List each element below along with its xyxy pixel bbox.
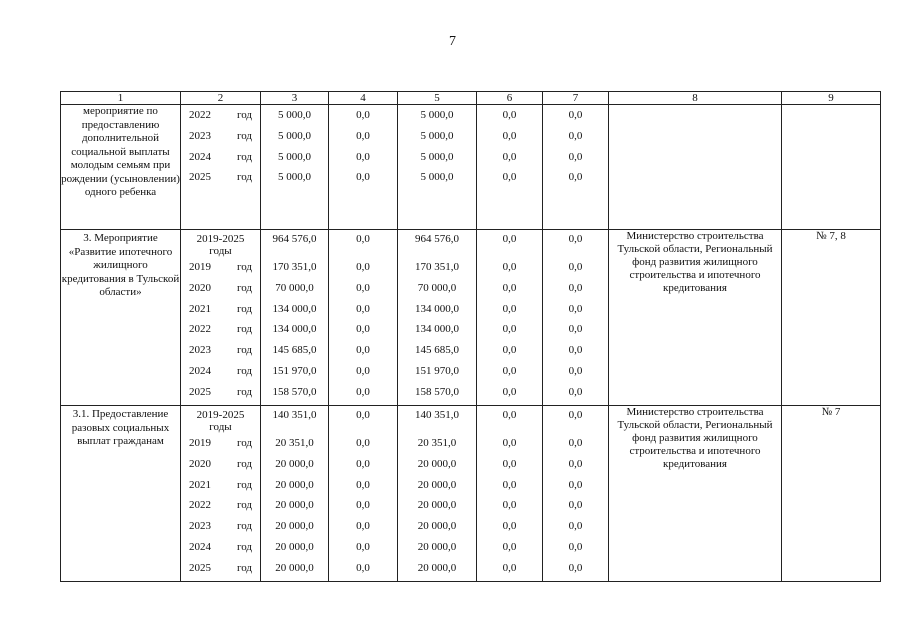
total-funding-cell (261, 230, 329, 406)
value: 0,0 (502, 499, 517, 512)
value: 5 000,0 (278, 129, 311, 142)
year-word: год (236, 261, 252, 273)
value: 0,0 (568, 499, 583, 512)
value: 20 000,0 (417, 499, 457, 512)
value: 0,0 (568, 344, 583, 357)
year-label: 2023 (189, 520, 211, 533)
value: 5 000,0 (278, 171, 311, 184)
value: 0,0 (568, 323, 583, 336)
total-value: 0,0 (356, 233, 370, 245)
total-value: 0,0 (568, 409, 583, 421)
table-row-measure-3-1 (61, 406, 881, 582)
value: 20 000,0 (417, 457, 457, 470)
value: 0,0 (502, 323, 517, 336)
value: 20 000,0 (275, 499, 314, 512)
value: 151 970,0 (415, 364, 459, 377)
value: 0,0 (568, 129, 583, 142)
value: 20 000,0 (417, 478, 457, 491)
value: 0,0 (568, 171, 583, 184)
program-table (60, 91, 881, 582)
total-value: 964 576,0 (415, 233, 459, 245)
period-total-label: 2019-2025 (196, 233, 245, 245)
regional-funding-cell (398, 105, 477, 230)
value: 0,0 (356, 385, 370, 398)
page-number: 7 (449, 34, 456, 49)
year-word: год (236, 385, 252, 398)
year-word: год (236, 109, 252, 121)
value: 0,0 (356, 478, 370, 491)
year-word: год (236, 150, 252, 163)
value: 5 000,0 (420, 129, 454, 142)
value: 0,0 (568, 364, 583, 377)
value: 0,0 (356, 109, 370, 121)
year-label: 2024 (189, 364, 211, 377)
year-word: год (236, 478, 252, 491)
other-funding-cell (543, 105, 609, 230)
value: 20 000,0 (417, 561, 457, 574)
value: 0,0 (568, 385, 583, 398)
measure-name: 3.1. Предоставление разовых социальных выплат гражданам (61, 406, 181, 582)
total-value: 140 351,0 (415, 409, 459, 421)
value: 0,0 (568, 520, 583, 533)
value: 20 000,0 (275, 540, 314, 553)
value: 0,0 (356, 561, 370, 574)
responsible-org: Министерство строительства Тульской области, Региональный фонд развития жилищного строительства и ипотечного кредитования (609, 406, 782, 582)
year-label: 2025 (189, 561, 211, 574)
year-word: год (236, 323, 252, 336)
regional-funding-cell (398, 230, 477, 406)
col-header-9: 9 (782, 92, 881, 105)
period-cell (181, 406, 261, 582)
year-label: 2021 (189, 302, 211, 315)
year-label: 2022 (189, 323, 211, 336)
period-total-label: 2019-2025 (196, 409, 245, 421)
other-funding-cell (543, 406, 609, 582)
year-word: год (236, 344, 252, 357)
value: 0,0 (356, 457, 370, 470)
value: 0,0 (502, 281, 517, 294)
value: 5 000,0 (278, 109, 311, 121)
value: 134 000,0 (272, 323, 317, 336)
period-total-unit: годы (209, 421, 232, 433)
value: 0,0 (502, 540, 517, 553)
value: 0,0 (502, 150, 517, 163)
local-funding-cell (477, 105, 543, 230)
value: 134 000,0 (272, 302, 317, 315)
indicator-ref (782, 105, 881, 230)
value: 5 000,0 (420, 150, 454, 163)
total-value: 0,0 (356, 409, 370, 421)
regional-funding-cell (398, 406, 477, 582)
value: 0,0 (502, 561, 517, 574)
year-label: 2020 (189, 457, 211, 470)
value: 0,0 (568, 261, 583, 273)
year-word: год (236, 437, 252, 449)
value: 0,0 (356, 344, 370, 357)
year-word: год (236, 561, 252, 574)
local-funding-cell (477, 406, 543, 582)
year-word: год (236, 457, 252, 470)
other-funding-cell (543, 230, 609, 406)
value: 0,0 (356, 150, 370, 163)
value: 134 000,0 (415, 302, 459, 315)
year-word: год (236, 171, 252, 184)
value: 0,0 (502, 437, 517, 449)
value: 0,0 (356, 261, 370, 273)
col-header-5: 5 (398, 92, 477, 105)
value: 0,0 (356, 171, 370, 184)
value: 70 000,0 (275, 281, 314, 294)
year-label: 2025 (189, 171, 211, 184)
federal-funding-cell (329, 105, 398, 230)
year-word: год (236, 540, 252, 553)
year-label: 2020 (189, 281, 211, 294)
year-label: 2022 (189, 109, 211, 121)
total-value: 964 576,0 (272, 233, 317, 245)
value: 0,0 (502, 171, 517, 184)
value: 20 000,0 (275, 457, 314, 470)
year-label: 2023 (189, 129, 211, 142)
value: 0,0 (356, 437, 370, 449)
value: 0,0 (502, 261, 517, 273)
value: 0,0 (502, 457, 517, 470)
value: 0,0 (568, 109, 583, 121)
measure-name: 3. Мероприятие «Развитие ипотечного жилищного кредитования в Тульской области» (61, 230, 181, 406)
value: 0,0 (356, 364, 370, 377)
year-label: 2022 (189, 499, 211, 512)
year-word: год (236, 302, 252, 315)
responsible-org: Министерство строительства Тульской области, Региональный фонд развития жилищного строительства и ипотечного кредитования (609, 230, 782, 406)
year-word: год (236, 281, 252, 294)
value: 0,0 (502, 478, 517, 491)
year-label: 2024 (189, 150, 211, 163)
value: 0,0 (568, 150, 583, 163)
value: 0,0 (356, 281, 370, 294)
value: 145 685,0 (415, 344, 459, 357)
value: 20 000,0 (275, 520, 314, 533)
value: 0,0 (568, 561, 583, 574)
value: 5 000,0 (420, 109, 454, 121)
responsible-org (609, 105, 782, 230)
indicator-ref: № 7, 8 (782, 230, 881, 406)
value: 0,0 (356, 302, 370, 315)
value: 5 000,0 (278, 150, 311, 163)
year-word: год (236, 520, 252, 533)
value: 0,0 (568, 478, 583, 491)
value: 0,0 (356, 540, 370, 553)
year-label: 2024 (189, 540, 211, 553)
value: 0,0 (568, 281, 583, 294)
year-label: 2023 (189, 344, 211, 357)
value: 20 000,0 (417, 520, 457, 533)
value: 0,0 (568, 540, 583, 553)
year-word: год (236, 499, 252, 512)
total-value: 0,0 (568, 233, 583, 245)
col-header-8: 8 (609, 92, 782, 105)
col-header-6: 6 (477, 92, 543, 105)
year-word: год (236, 364, 252, 377)
value: 0,0 (356, 520, 370, 533)
value: 0,0 (502, 344, 517, 357)
year-label: 2021 (189, 478, 211, 491)
year-label: 2019 (189, 437, 211, 449)
total-value: 140 351,0 (272, 409, 317, 421)
value: 5 000,0 (420, 171, 454, 184)
total-funding-cell (261, 406, 329, 582)
value: 0,0 (568, 437, 583, 449)
measure-name: мероприятие по предоставлению дополнительной социальной выплаты молодым семьям при рождении (усыновлении) одного ребенка (61, 105, 181, 230)
federal-funding-cell (329, 230, 398, 406)
value: 0,0 (568, 302, 583, 315)
value: 0,0 (502, 302, 517, 315)
total-value: 0,0 (502, 409, 517, 421)
col-header-2: 2 (181, 92, 261, 105)
value: 0,0 (502, 520, 517, 533)
col-header-7: 7 (543, 92, 609, 105)
value: 0,0 (356, 129, 370, 142)
value: 158 570,0 (272, 385, 317, 398)
value: 151 970,0 (272, 364, 317, 377)
header-row (61, 92, 881, 105)
value: 0,0 (356, 323, 370, 336)
year-label: 2025 (189, 385, 211, 398)
year-word: год (236, 129, 252, 142)
total-value: 0,0 (502, 233, 517, 245)
value: 0,0 (502, 109, 517, 121)
value: 170 351,0 (272, 261, 317, 273)
table-row-continuation (61, 105, 881, 230)
table-row-measure-3 (61, 230, 881, 406)
value: 170 351,0 (415, 261, 459, 273)
indicator-ref: № 7 (782, 406, 881, 582)
period-cell (181, 105, 261, 230)
value: 0,0 (502, 129, 517, 142)
federal-funding-cell (329, 406, 398, 582)
value: 0,0 (568, 457, 583, 470)
value: 145 685,0 (272, 344, 317, 357)
value: 0,0 (502, 385, 517, 398)
col-header-1: 1 (61, 92, 181, 105)
year-label: 2019 (189, 261, 211, 273)
value: 70 000,0 (417, 281, 457, 294)
value: 20 351,0 (417, 437, 457, 449)
value: 20 000,0 (275, 478, 314, 491)
col-header-3: 3 (261, 92, 329, 105)
value: 134 000,0 (415, 323, 459, 336)
value: 20 000,0 (275, 561, 314, 574)
total-funding-cell (261, 105, 329, 230)
period-total-unit: годы (209, 245, 232, 257)
value: 0,0 (502, 364, 517, 377)
value: 20 351,0 (275, 437, 314, 449)
value: 0,0 (356, 499, 370, 512)
col-header-4: 4 (329, 92, 398, 105)
value: 20 000,0 (417, 540, 457, 553)
period-cell (181, 230, 261, 406)
value: 158 570,0 (415, 385, 459, 398)
local-funding-cell (477, 230, 543, 406)
